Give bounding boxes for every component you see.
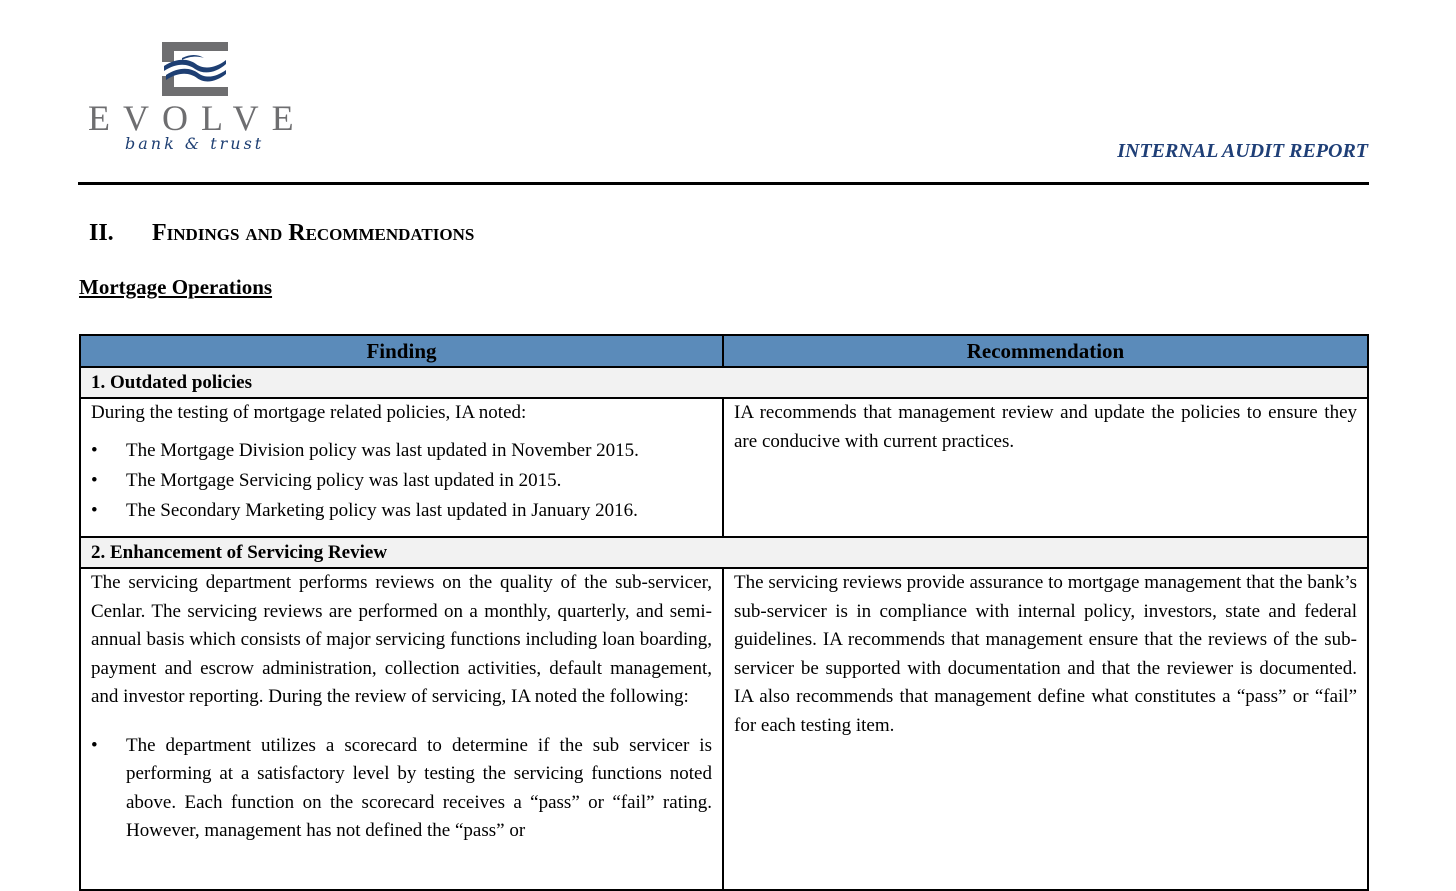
section-heading	[89, 220, 474, 247]
finding-row	[80, 568, 1368, 890]
list-item: • The Secondary Marketing policy was last updated in January 2016.	[91, 496, 712, 526]
header-divider	[78, 182, 1369, 185]
list-item: • The Mortgage Servicing policy was last updated in 2015.	[91, 466, 712, 496]
findings-table	[79, 334, 1369, 891]
evolve-logo-mark-icon	[162, 42, 228, 96]
report-type-label: INTERNAL AUDIT REPORT	[1117, 140, 1368, 162]
section-title: Findings and Recommendations	[152, 220, 475, 246]
finding-row	[80, 398, 1368, 537]
finding-title: 1. Outdated policies	[80, 367, 1368, 398]
list-item: • The department utilizes a scorecard to determine if the sub servicer is performing at a satisfactory level by testing the servicing functions noted above. Each function on the scorecard receives a “pass” or “fail” rating. However, management has not defined the “pass” or	[91, 732, 712, 846]
bullet-icon: •	[91, 439, 98, 461]
evolve-logo	[88, 40, 307, 160]
finding-cell	[80, 568, 723, 890]
logo-tagline: bank & trust	[125, 134, 265, 153]
finding-title-row	[80, 537, 1368, 568]
subsection-title: Mortgage Operations	[79, 275, 273, 299]
recommendation-cell	[723, 398, 1368, 537]
column-header-recommendation: Recommendation	[723, 335, 1368, 367]
logo-wordmark: EVOLVE	[88, 98, 307, 138]
finding-title-row	[80, 367, 1368, 398]
table-header-row	[80, 335, 1368, 367]
finding-intro: During the testing of mortgage related policies, IA noted:	[91, 402, 527, 423]
recommendation-text: The servicing reviews provide assurance to mortgage management that the bank’s sub-servicer is in compliance with internal policy, investors, state and federal guidelines. IA recommends that management ensure that the reviews of the sub-servicer be supported with documentation and that the reviewer is documented. IA also recommends that management define what constitutes a “pass” or “fail” for each testing item.	[734, 572, 1357, 736]
bullet-icon: •	[91, 469, 98, 491]
column-header-finding: Finding	[80, 335, 723, 367]
list-item: • The Mortgage Division policy was last updated in November 2015.	[91, 436, 712, 466]
bullet-icon: •	[91, 734, 98, 756]
finding-intro: The servicing department performs reviews on the quality of the sub-servicer, Cenlar. The servicing reviews are performed on a monthly, quarterly, and semi-annual basis which consists of major servicing functions including loan boarding, payment and escrow administration, collection activities, default management, and investor reporting. During the review of servicing, IA noted the following:	[91, 572, 712, 707]
finding-title: 2. Enhancement of Servicing Review	[80, 537, 1368, 568]
recommendation-cell	[723, 568, 1368, 890]
finding-bullet-list	[91, 732, 712, 846]
bullet-icon: •	[91, 499, 98, 521]
finding-bullet-list	[91, 436, 712, 526]
section-number: II.	[89, 220, 114, 246]
finding-cell	[80, 398, 723, 537]
recommendation-text: IA recommends that management review and update the policies to ensure they are conducive with current practices.	[734, 402, 1357, 452]
